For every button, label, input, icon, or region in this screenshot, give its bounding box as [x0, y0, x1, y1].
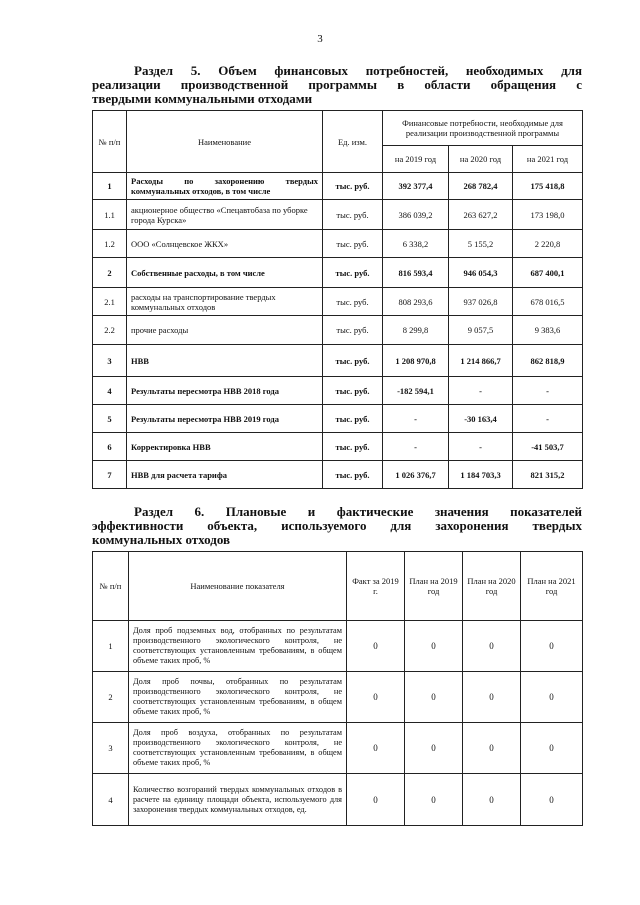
section5-title-line2: реализации производственной программы в области обращения с — [92, 77, 582, 92]
section5-title — [92, 64, 582, 106]
table-row — [93, 316, 583, 345]
header-num: № п/п — [93, 111, 127, 173]
table-row — [93, 461, 583, 489]
table-row — [93, 433, 583, 461]
row-value-2020: 9 057,5 — [449, 316, 513, 345]
row-name: ООО «Солнцевское ЖКХ» — [127, 230, 323, 258]
row-value-2021: -41 503,7 — [513, 433, 583, 461]
header-plan-2020: План на 2020 год — [463, 552, 521, 621]
section6-title-line1: Раздел 6. Плановые и фактические значения показателей — [134, 504, 582, 519]
table-row — [93, 377, 583, 405]
row-name: Собственные расходы, в том числе — [127, 258, 323, 288]
row-unit: тыс. руб. — [323, 405, 383, 433]
table-row — [93, 173, 583, 200]
table-row — [93, 258, 583, 288]
row-name: Расходы по захоронению твердых коммунальных отходов, в том числе — [127, 173, 323, 200]
table-row — [93, 723, 583, 774]
header-fact-2019: Факт за 2019 г. — [347, 552, 405, 621]
row-value-2021: 821 315,2 — [513, 461, 583, 489]
row-value-2019: 1 208 970,8 — [383, 345, 449, 377]
row-plan-2019: 0 — [405, 672, 463, 723]
row-indicator-name: Доля проб подземных вод, отобранных по результатам производственного экологического контроля, не соответствующих установленным требованиям, в общем объеме таких проб, % — [129, 621, 347, 672]
page-number: 3 — [317, 33, 323, 45]
row-unit: тыс. руб. — [323, 345, 383, 377]
row-value-2021: 175 418,8 — [513, 173, 583, 200]
table-row — [93, 672, 583, 723]
row-plan-2021: 0 — [521, 723, 583, 774]
row-fact-2019: 0 — [347, 621, 405, 672]
row-value-2020: 5 155,2 — [449, 230, 513, 258]
row-num: 7 — [93, 461, 127, 489]
row-plan-2021: 0 — [521, 672, 583, 723]
row-num: 1.1 — [93, 200, 127, 230]
row-plan-2019: 0 — [405, 774, 463, 826]
row-value-2021: 9 383,6 — [513, 316, 583, 345]
row-value-2019: 386 039,2 — [383, 200, 449, 230]
row-unit: тыс. руб. — [323, 230, 383, 258]
row-indicator-name: Доля проб воздуха, отобранных по результатам производственного экологического контроля, не соответствующих установленным требованиям, в общем объеме таких проб, % — [129, 723, 347, 774]
row-unit: тыс. руб. — [323, 173, 383, 200]
row-plan-2020: 0 — [463, 672, 521, 723]
row-num: 2 — [93, 672, 129, 723]
row-value-2019: 816 593,4 — [383, 258, 449, 288]
row-value-2020: 1 184 703,3 — [449, 461, 513, 489]
row-value-2019: - — [383, 433, 449, 461]
row-unit: тыс. руб. — [323, 288, 383, 316]
row-num: 1 — [93, 621, 129, 672]
row-name: НВВ — [127, 345, 323, 377]
row-fact-2019: 0 — [347, 774, 405, 826]
row-unit: тыс. руб. — [323, 433, 383, 461]
row-plan-2021: 0 — [521, 621, 583, 672]
header-2020: на 2020 год — [449, 146, 513, 173]
header-2021: на 2021 год — [513, 146, 583, 173]
row-num: 2 — [93, 258, 127, 288]
row-plan-2021: 0 — [521, 774, 583, 826]
row-indicator-name: Количество возгораний твердых коммунальных отходов в расчете на единицу площади объекта, используемого для захоронения твердых коммунальных отходов, ед. — [129, 774, 347, 826]
row-plan-2019: 0 — [405, 723, 463, 774]
header-plan-2019: План на 2019 год — [405, 552, 463, 621]
row-plan-2019: 0 — [405, 621, 463, 672]
row-name: акционерное общество «Спецавтобаза по уборке города Курска» — [127, 200, 323, 230]
header-indicator-name: Наименование показателя — [129, 552, 347, 621]
row-indicator-name: Доля проб почвы, отобранных по результатам производственного экологического контроля, не соответствующих установленным требованиям, в общем объеме таких проб, % — [129, 672, 347, 723]
row-unit: тыс. руб. — [323, 377, 383, 405]
row-value-2019: 808 293,6 — [383, 288, 449, 316]
table-row — [93, 288, 583, 316]
row-num: 6 — [93, 433, 127, 461]
row-fact-2019: 0 — [347, 723, 405, 774]
row-value-2019: 8 299,8 — [383, 316, 449, 345]
row-num: 2.1 — [93, 288, 127, 316]
row-plan-2020: 0 — [463, 621, 521, 672]
row-num: 4 — [93, 377, 127, 405]
row-value-2019: - — [383, 405, 449, 433]
header-financial-group: Финансовые потребности, необходимые для реализации производственной программы — [383, 111, 583, 146]
table-row — [93, 405, 583, 433]
table-row — [93, 230, 583, 258]
row-name: расходы на транспортирование твердых коммунальных отходов — [127, 288, 323, 316]
row-value-2020: 1 214 866,7 — [449, 345, 513, 377]
section6-title-line3: коммунальных отходов — [92, 532, 231, 547]
row-unit: тыс. руб. — [323, 461, 383, 489]
row-value-2021: 2 220,8 — [513, 230, 583, 258]
header-plan-2021: План на 2021 год — [521, 552, 583, 621]
section6-title — [92, 505, 582, 547]
row-value-2021: - — [513, 405, 583, 433]
row-value-2021: 862 818,9 — [513, 345, 583, 377]
header-unit: Ед. изм. — [323, 111, 383, 173]
row-name: Результаты пересмотра НВВ 2019 года — [127, 405, 323, 433]
financial-needs-table — [92, 110, 583, 489]
section5-title-line3: твердыми коммунальными отходами — [92, 91, 313, 106]
row-value-2020: 268 782,4 — [449, 173, 513, 200]
header-2019: на 2019 год — [383, 146, 449, 173]
row-value-2019: -182 594,1 — [383, 377, 449, 405]
section6-title-line2: эффективности объекта, используемого для захоронения твердых — [92, 518, 582, 533]
row-num: 3 — [93, 345, 127, 377]
row-name: Корректировка НВВ — [127, 433, 323, 461]
table-row — [93, 774, 583, 826]
row-value-2020: 946 054,3 — [449, 258, 513, 288]
row-value-2021: 687 400,1 — [513, 258, 583, 288]
row-value-2020: 263 627,2 — [449, 200, 513, 230]
row-value-2019: 6 338,2 — [383, 230, 449, 258]
row-num: 5 — [93, 405, 127, 433]
row-name: прочие расходы — [127, 316, 323, 345]
header-num: № п/п — [93, 552, 129, 621]
row-unit: тыс. руб. — [323, 258, 383, 288]
row-value-2021: 678 016,5 — [513, 288, 583, 316]
row-value-2019: 1 026 376,7 — [383, 461, 449, 489]
row-value-2020: - — [449, 433, 513, 461]
table-row — [93, 345, 583, 377]
row-num: 1.2 — [93, 230, 127, 258]
row-name: Результаты пересмотра НВВ 2018 года — [127, 377, 323, 405]
section5-title-line1: Раздел 5. Объем финансовых потребностей, необходимых для — [134, 63, 582, 78]
row-plan-2020: 0 — [463, 723, 521, 774]
row-unit: тыс. руб. — [323, 316, 383, 345]
row-plan-2020: 0 — [463, 774, 521, 826]
row-value-2020: - — [449, 377, 513, 405]
table-row — [93, 200, 583, 230]
row-num: 3 — [93, 723, 129, 774]
row-value-2019: 392 377,4 — [383, 173, 449, 200]
efficiency-indicators-table — [92, 551, 583, 826]
row-value-2020: -30 163,4 — [449, 405, 513, 433]
row-value-2021: 173 198,0 — [513, 200, 583, 230]
row-num: 1 — [93, 173, 127, 200]
row-name: НВВ для расчета тарифа — [127, 461, 323, 489]
row-num: 4 — [93, 774, 129, 826]
row-fact-2019: 0 — [347, 672, 405, 723]
header-name: Наименование — [127, 111, 323, 173]
table-row — [93, 621, 583, 672]
row-value-2020: 937 026,8 — [449, 288, 513, 316]
row-num: 2.2 — [93, 316, 127, 345]
row-unit: тыс. руб. — [323, 200, 383, 230]
row-value-2021: - — [513, 377, 583, 405]
